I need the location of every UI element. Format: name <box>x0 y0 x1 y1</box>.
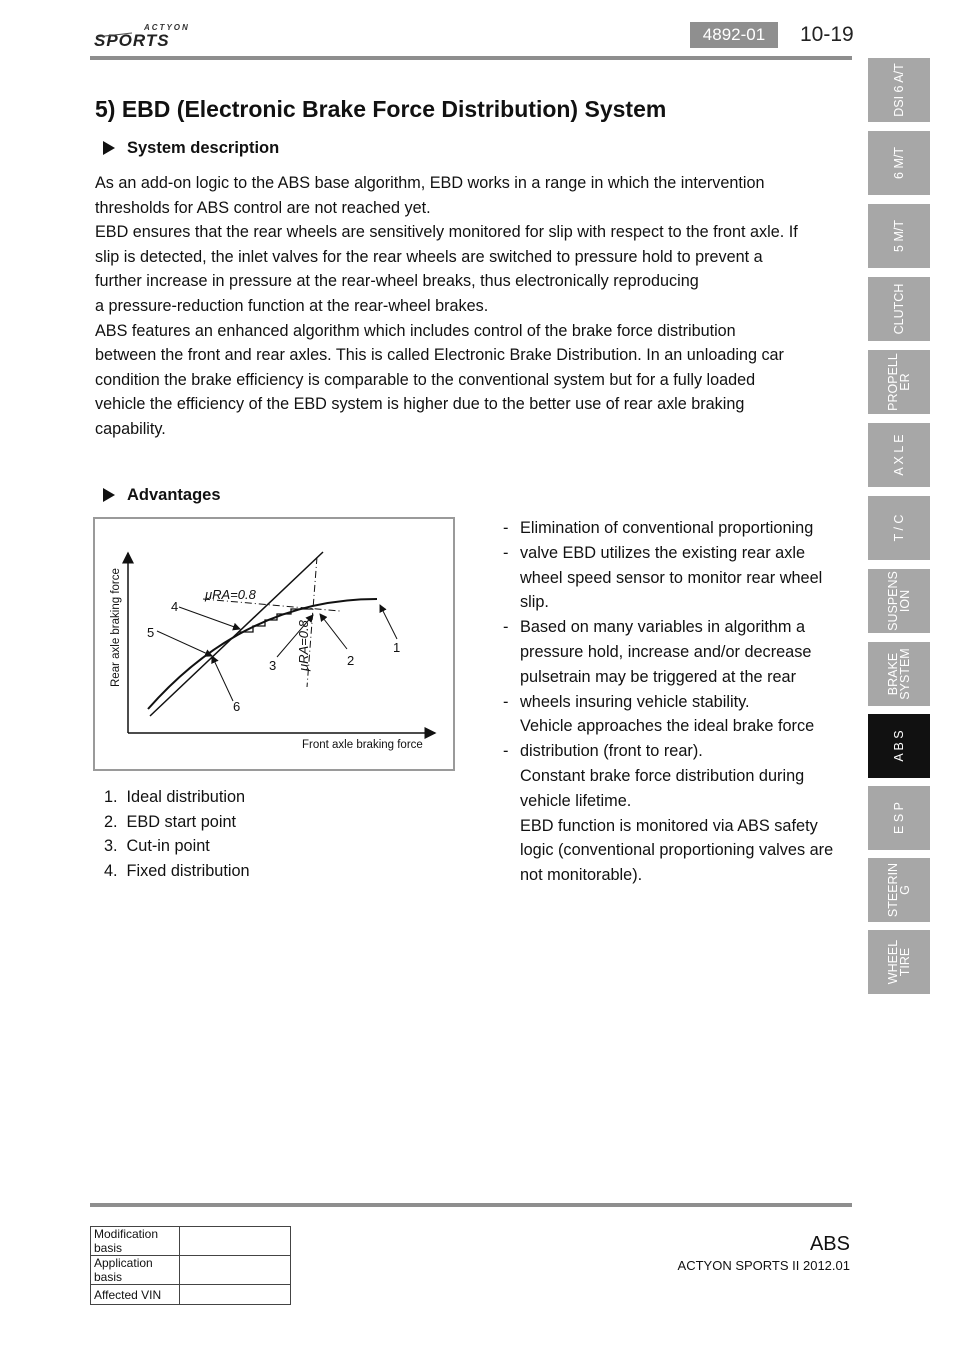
list-item: wheel speed sensor to monitor rear wheel <box>520 568 823 587</box>
list-item: logic (conventional proportioning valves are <box>520 841 834 860</box>
list-item: - wheels insuring vehicle stability. <box>503 692 750 711</box>
list-item: pulsetrain may be triggered at the rear <box>520 667 797 686</box>
list-item: EBD function is monitored via ABS safety <box>520 816 818 835</box>
revision-table <box>90 1226 291 1305</box>
list-item: pressure hold, increase and/or decrease <box>520 642 812 661</box>
triangle-bullet-icon <box>103 141 115 155</box>
tab-6mt[interactable]: 6 M/T <box>868 131 930 195</box>
tab-abs[interactable]: A B S <box>868 714 930 778</box>
tab-wheel-tire[interactable]: WHEEL TIRE <box>868 930 930 994</box>
ebd-braking-force-diagram <box>93 517 455 771</box>
advantages-list <box>504 516 844 888</box>
callout-4-arrow <box>179 607 240 629</box>
diagram-svg <box>95 519 453 769</box>
list-item: - distribution (front to rear). <box>503 742 703 761</box>
legend-item: 1. Ideal distribution <box>104 788 246 806</box>
callout-4: 4 <box>171 599 179 614</box>
footer-divider <box>90 1203 852 1207</box>
mu-label-vertical: μRA=0.8 <box>296 620 311 671</box>
y-axis-label: Rear axle braking force <box>110 568 122 687</box>
callout-6-arrow <box>212 656 233 701</box>
logo-top-text: ACTYON <box>144 23 190 32</box>
tab-brake-system[interactable]: BRAKE SYSTEM <box>868 642 930 706</box>
callout-3: 3 <box>269 658 277 673</box>
footer-model: ACTYON SPORTS II 2012.01 <box>677 1258 850 1273</box>
diagram-legend <box>104 785 250 883</box>
table-row: Affected VIN <box>91 1285 291 1305</box>
tab-clutch[interactable]: CLUTCH <box>868 277 930 341</box>
triangle-bullet-icon <box>103 488 115 502</box>
callout-5-arrow <box>157 631 212 656</box>
list-item: - valve EBD utilizes the existing rear axle <box>503 543 806 562</box>
tab-steering[interactable]: STEERIN G <box>868 858 930 922</box>
ideal-distribution-curve <box>148 599 377 709</box>
mu-label-horizontal: μRA=0.8 <box>205 587 256 602</box>
header-divider <box>90 56 852 60</box>
brand-logo <box>92 22 204 50</box>
legend-item: 3. Cut-in point <box>104 837 210 855</box>
footer-section-name: ABS <box>809 1233 850 1255</box>
callout-1: 1 <box>393 640 401 655</box>
tab-dsi-6at[interactable]: DSI 6 A/T <box>868 58 930 122</box>
tab-transfer-case[interactable]: T / C <box>868 496 930 560</box>
doc-code-badge: 4892-01 <box>690 22 778 48</box>
callout-5: 5 <box>147 625 155 640</box>
tab-esp[interactable]: E S P <box>868 786 930 850</box>
list-item: not monitorable). <box>520 866 643 885</box>
callout-1-arrow <box>380 605 397 639</box>
tab-axle[interactable]: A X L E <box>868 423 930 487</box>
callout-6: 6 <box>233 699 241 714</box>
table-row: Application basis <box>91 1256 291 1285</box>
callout-2-arrow <box>320 614 347 649</box>
tab-propeller[interactable]: PROPELL ER <box>868 350 930 414</box>
legend-item: 4. Fixed distribution <box>104 861 250 880</box>
tab-5mt[interactable]: 5 M/T <box>868 204 930 268</box>
logo-main-text: SPORTS <box>94 31 170 50</box>
page-number: 10-19 <box>800 23 854 46</box>
legend-item: 2. EBD start point <box>104 812 237 831</box>
x-axis-label: Front axle braking force <box>302 739 423 751</box>
list-item: slip. <box>520 593 549 612</box>
table-row: Modification basis <box>91 1227 291 1256</box>
list-item: - Elimination of conventional proportioning <box>503 519 814 537</box>
callout-2: 2 <box>347 653 355 668</box>
list-item: vehicle lifetime. <box>520 791 632 810</box>
list-item: - Based on many variables in algorithm a <box>503 618 806 637</box>
list-item: Vehicle approaches the ideal brake force <box>520 717 815 736</box>
section-title: 5) EBD (Electronic Brake Force Distribution) System <box>95 96 667 122</box>
list-item: Constant brake force distribution during <box>520 766 805 785</box>
subheading-advantages: Advantages <box>103 485 221 505</box>
tab-suspension[interactable]: SUSPENS ION <box>868 569 930 633</box>
subheading-system-description: System description <box>103 138 279 158</box>
description-paragraph: As an add-on logic to the ABS base algorithm, EBD works in a range in which the intervention thresholds for ABS control are not reached yet. EBD ensures that the rear wheels are sensitively monitored for slip with respect to the front axle. If slip is detected, the inlet valves for the rear wheels are switched to pressure hold to prevent a further increase in pressure at the rear-wheel breaks, thus electronically reproducing a pressure-reduction function at the rear-wheel brakes. ABS features an enhanced algorithm which includes control of the brake force distribution between the front and rear axles. This is called Electronic Brake Distribution. In an unloading car condition the brake efficiency is comparable to the conventional system but for a fully loaded vehicle the efficiency of the EBD system is higher due to the better use of rear axle braking capability. <box>95 174 798 438</box>
